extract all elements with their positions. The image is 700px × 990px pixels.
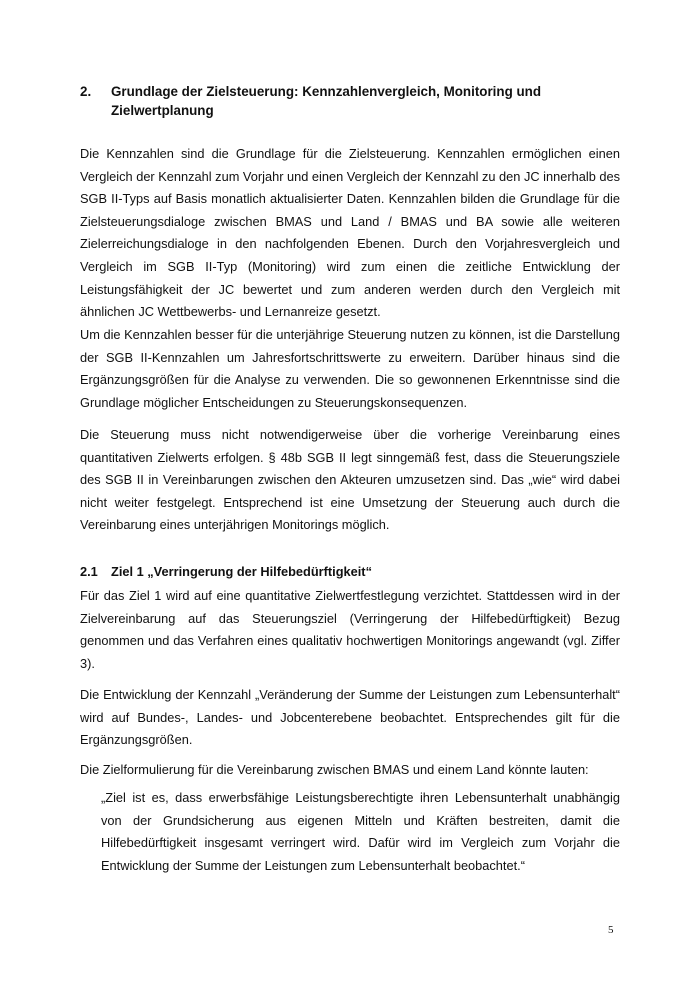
sub-paragraph-1: Für das Ziel 1 wird auf eine quantitative Zielwertfestlegung verzichtet. Stattdessen wird in der Zielvereinbarung auf das Steuerungsziel (Verringerung der Hilfebedürftigkeit) Bezug genommen und das Verfahren eines qualitativ hochwertigen Monitorings angewandt (vgl. Ziffer 3). [80, 588, 620, 671]
sub-paragraph-2: Die Entwicklung der Kennzahl „Veränderung der Summe der Leistungen zum Lebensunterhalt“ wird auf Bundes-, Landes- und Jobcenterebene beobachtet. Entsprechendes gilt für die Ergänzungsgrößen. [80, 687, 620, 748]
quote-block: „Ziel ist es, dass erwerbsfähige Leistungsberechtigte ihren Lebensunterhalt unabhängig von der Grundsicherung aus eigenen Mitteln und Kräften bestreiten, damit die Hilfebedürftigkeit insgesamt verringert wird. Dafür wird im Vergleich zum Vorjahr die Entwicklung der Summe der Leistungen zum Lebensunterhalt beobachtet.“ [101, 790, 620, 873]
section-heading [80, 82, 620, 120]
paragraph-3: Die Steuerung muss nicht notwendigerweise über die vorherige Vereinbarung eines quantitativen Zielwerts erfolgen. § 48b SGB II legt sinngemäß fest, dass die Steuerungsziele des SGB II in Vereinbarungen zwischen den Akteuren umzusetzen sind. Das „wie“ wird dabei nicht weiter festgelegt. Entsprechend ist eine Umsetzung der Steuerung auch durch die Vereinbarung eines unterjährigen Monitorings möglich. [80, 427, 620, 533]
section-number: 2. [80, 84, 92, 99]
subsection-title: Ziel 1 „Verringerung der Hilfebedürftigkeit“ [111, 564, 372, 579]
page-number: 5 [608, 924, 614, 936]
section-title: Grundlage der Zielsteuerung: Kennzahlenvergleich, Monitoring und Zielwertplanung [111, 84, 542, 118]
subsection-heading [80, 562, 620, 581]
paragraph-1: Die Kennzahlen sind die Grundlage für die Zielsteuerung. Kennzahlen ermöglichen einen Vergleich der Kennzahl zum Vorjahr und einen Vergleich der Kennzahl zu den JC innerhalb des SGB II-Typs auf Basis monatlich aktualisierter Daten. Kennzahlen bilden die Grundlage für die Zielsteuerungsdialoge zwischen BMAS und Land / BMAS und BA sowie alle weiteren Zielerreichungsdialoge in den nachfolgenden Ebenen. Durch den Vorjahresvergleich und Vergleich im SGB II-Typ (Monitoring) wird zum einen die zeitliche Entwicklung der Leistungsfähigkeit der JC bewertet und zum anderen werden durch den Vergleich mit ähnlichen JC Wettbewerbs- und Lernanreize gesetzt. [80, 146, 620, 320]
sub-paragraph-3: Die Zielformulierung für die Vereinbarung zwischen BMAS und einem Land könnte lauten: [80, 762, 589, 777]
subsection-number: 2.1 [80, 564, 98, 579]
paragraph-2: Um die Kennzahlen besser für die unterjährige Steuerung nutzen zu können, ist die Darstellung der SGB II-Kennzahlen um Jahresfortschrittswerte zu erweitern. Darüber hinaus sind die Ergänzungsgrößen für die Analyse zu verwenden. Die so gewonnenen Erkenntnisse sind die Grundlage möglicher Entscheidungen zu Steuerungskonsequenzen. [80, 327, 620, 410]
